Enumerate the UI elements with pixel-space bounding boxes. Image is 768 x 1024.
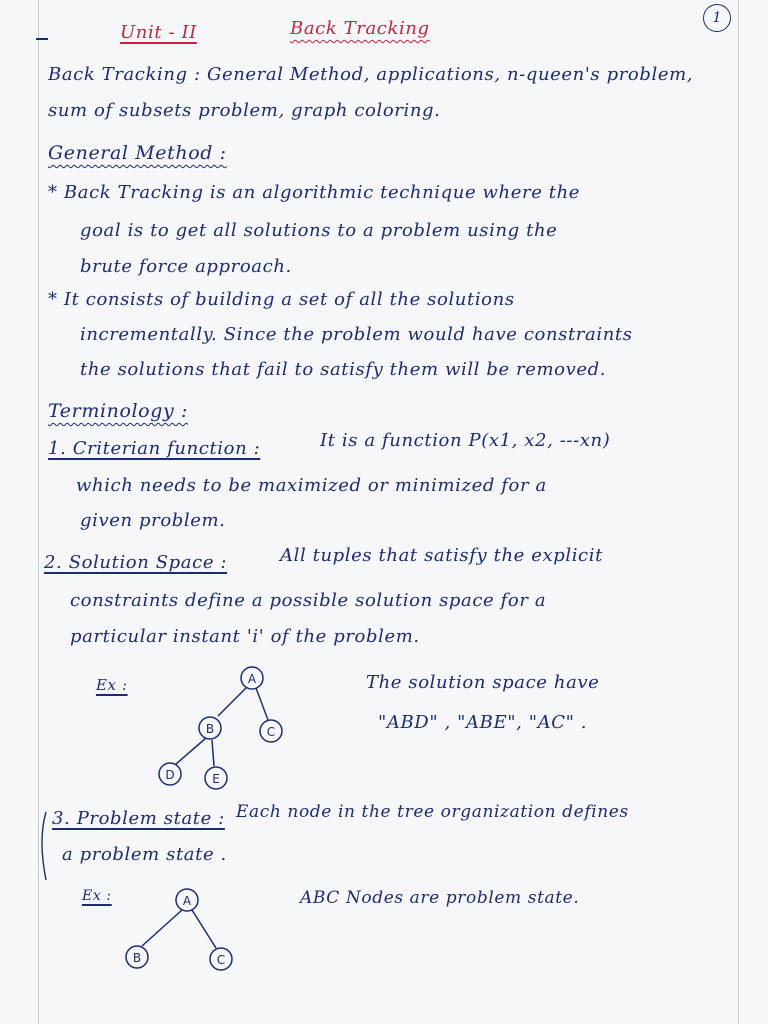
tree1-edge-bd <box>176 738 206 764</box>
criterian-function-label: 1. Criterian function : <box>48 438 261 459</box>
tree1-edge-be <box>212 740 214 766</box>
example2-label: Ex : <box>82 888 112 904</box>
solution-space-line-2: constraints define a possible solution space for a <box>70 590 547 611</box>
general-method-heading: General Method : <box>48 142 227 164</box>
criterian-line-3: given problem. <box>80 510 226 531</box>
problem-state-line-1: Each node in the tree organization defines <box>236 802 629 822</box>
criterian-line-2: which needs to be maximized or minimized for a <box>76 475 547 496</box>
tree1-edge-ac <box>256 688 268 720</box>
bullet2-line-3: the solutions that fail to satisfy them will be removed. <box>80 359 607 380</box>
criterian-line-1: It is a function P(x1, x2, ---xn) <box>320 430 611 451</box>
unit-title: Unit - II <box>120 22 197 43</box>
tree1-node-d-label: D <box>165 768 175 782</box>
intro-line-1: Back Tracking : General Method, applications, n-queen's problem, <box>48 64 694 85</box>
bullet2-line-1: * It consists of building a set of all the solutions <box>48 289 515 310</box>
example1-label: Ex : <box>96 676 128 694</box>
solution-space-label: 2. Solution Space : <box>44 552 228 573</box>
tree1-caption-line-1: The solution space have <box>366 672 600 693</box>
tree2-edge-ac <box>192 910 216 948</box>
tree2-caption: ABC Nodes are problem state. <box>300 888 580 908</box>
solution-space-line-3: particular instant 'i' of the problem. <box>70 626 420 647</box>
bullet2-line-2: incrementally. Since the problem would have constraints <box>80 324 633 345</box>
problem-state-line-2: a problem state . <box>62 844 227 865</box>
tree1-node-a-label: A <box>247 672 257 686</box>
solution-space-line-1: All tuples that satisfy the explicit <box>280 545 603 566</box>
page-title: Back Tracking <box>290 18 430 39</box>
tree1-node-c-label: C <box>266 725 276 739</box>
tree2-node-b-label: B <box>132 951 142 965</box>
bullet1-line-2: goal is to get all solutions to a problem using the <box>80 220 558 241</box>
intro-line-2: sum of subsets problem, graph coloring. <box>48 100 441 121</box>
tree2-node-a-label: A <box>182 894 192 908</box>
page-number: 1 <box>703 4 731 32</box>
problem-state-bracket <box>42 812 46 880</box>
bullet1-line-1: * Back Tracking is an algorithmic technique where the <box>48 182 581 203</box>
tree1-edge-ab <box>218 688 246 716</box>
tree2-edge-ab <box>142 910 182 946</box>
tree1-node-e-label: E <box>212 772 220 786</box>
terminology-heading: Terminology : <box>48 400 188 422</box>
tree2-node-c-label: C <box>216 953 226 967</box>
tree1-caption-line-2: "ABD" , "ABE", "AC" . <box>378 712 588 733</box>
problem-state-label: 3. Problem state : <box>52 808 225 829</box>
bullet1-line-3: brute force approach. <box>80 256 292 277</box>
tree1-node-b-label: B <box>205 722 215 736</box>
